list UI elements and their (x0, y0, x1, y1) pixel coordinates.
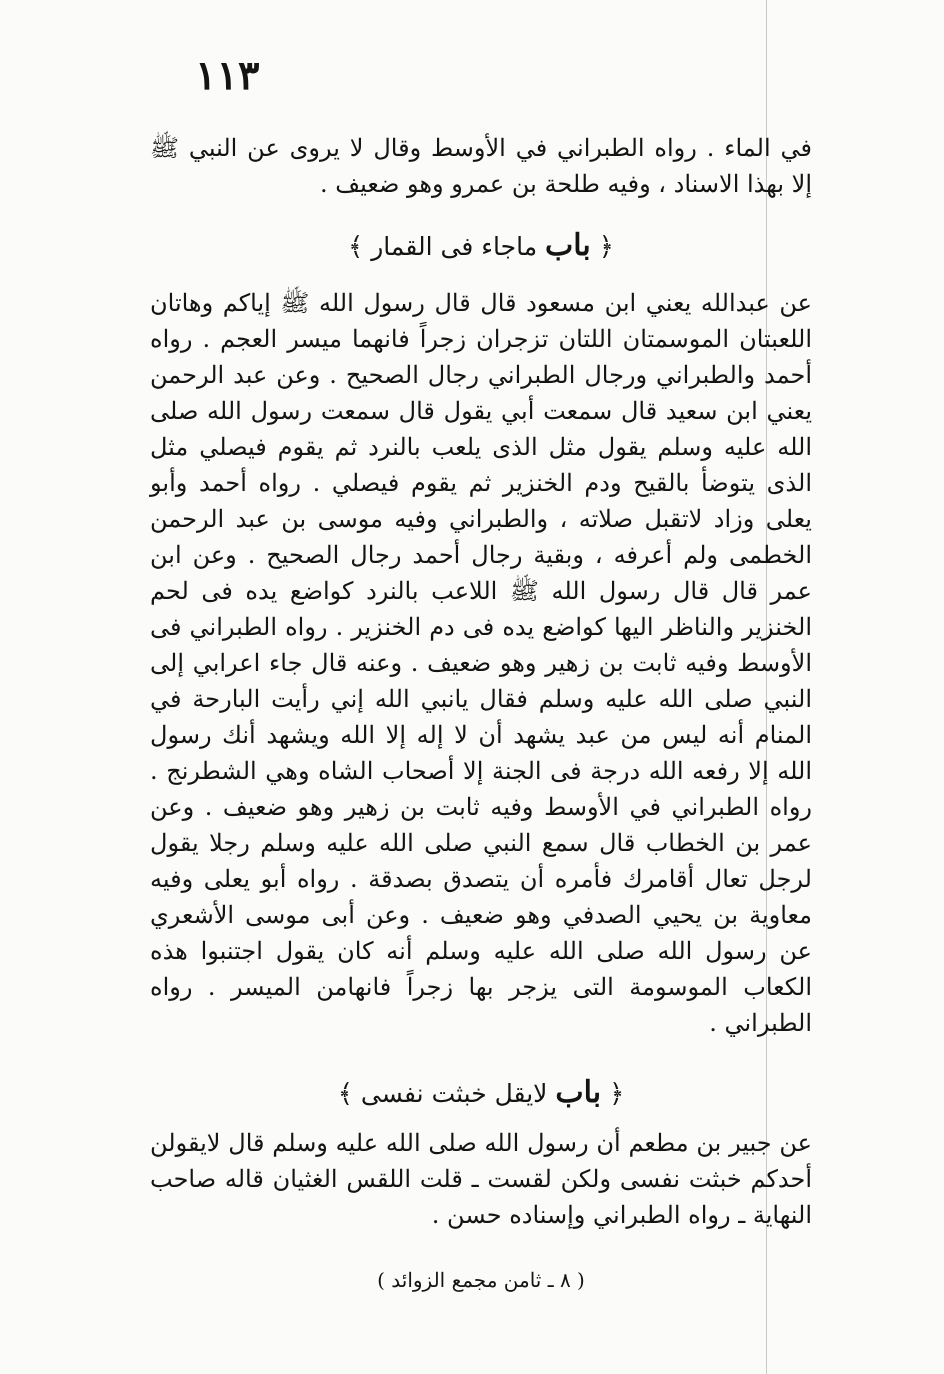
chapter-heading-khabuthat-nafsi (150, 1075, 812, 1110)
heading-open-bracket: ﴿ (609, 1079, 625, 1109)
paragraph-continuation: في الماء . رواه الطبراني في الأوسط وقال لا يروى عن النبي ﷺ إلا بهذا الاسناد ، وفيه طلحة بن عمرو وهو ضعيف . (150, 134, 812, 198)
heading-close-bracket: ﴾ (348, 232, 364, 262)
signature-footer: ( ٨ ـ ثامن مجمع الزوائد ) (377, 1268, 585, 1292)
paragraph-gambling-hadiths: عن عبدالله يعني ابن مسعود قال قال رسول الله ﷺ إياكم وهاتان اللعبتان الموسمتان اللتان تزجران زجراً فانهما ميسر العجم . رواه أحمد والطبراني ورجال الطبراني رجال الصحيح . وعن عبد الرحمن يعني ابن سعيد قال سمعت أبي يقول قال سمعت رسول الله صلى الله عليه وسلم يقول مثل الذى يلعب بالنرد ثم يقوم فيصلي مثل الذى يتوضأ بالقيح ودم الخنزير ثم يقوم فيصلي . رواه أحمد وأبو يعلى وزاد لاتقبل صلاته ، والطبراني وفيه موسى بن عبد الرحمن الخطمى ولم أعرفه ، وبقية رجال أحمد رجال الصحيح . وعن ابن عمر قال قال رسول الله ﷺ اللاعب بالنرد كواضع يده فى لحم الخنزير والناظر اليها كواضع يده فى دم الخنزير . رواه الطبراني فى الأوسط وفيه ثابت بن زهير وهو ضعيف . وعنه قال جاء اعرابي إلى النبي صلى الله عليه وسلم فقال يانبي الله إني رأيت البارحة في المنام أنه ليس من عبد يشهد أن لا إله إلا الله ويشهد أنك رسول الله إلا رفعه الله درجة فى الجنة إلا أصحاب الشاه وهي الشطرنج . رواه الطبراني في الأوسط وفيه ثابت بن زهير وهو ضعيف . وعن عمر بن الخطاب قال سمع النبي صلى الله عليه وسلم رجلا يقول لرجل تعال أقامرك فأمره أن يتصدق بصدقة . رواه أبو يعلى وفيه معاوية بن يحيي الصدفي وهو ضعيف . وعن أبى موسى الأشعري عن رسول الله صلى الله عليه وسلم أنه كان يقول اجتنبوا هذه الكعاب الموسومة التى يزجر بها زجراً فانهامن الميسر . رواه الطبراني . (150, 289, 812, 1037)
paragraph-jubair-hadith: عن جبير بن مطعم أن رسول الله صلى الله عليه وسلم قال لايقولن أحدكم خبثت نفسى ولكن لقست ـ قلت اللقس الغثيان قاله صاحب النهاية ـ رواه الطبراني وإسناده حسن . (150, 1129, 812, 1229)
heading-bab-word: باب (555, 1075, 602, 1110)
heading-open-bracket: ﴿ (598, 232, 614, 262)
chapter-heading-gambling (150, 228, 812, 263)
page-number: ١١٣ (195, 52, 260, 99)
heading-title: لايقل خبثت نفسى (360, 1079, 548, 1108)
heading-title: ماجاء فى القمار (371, 232, 538, 261)
heading-bab-word: باب (545, 228, 591, 263)
heading-close-bracket: ﴾ (337, 1079, 353, 1109)
